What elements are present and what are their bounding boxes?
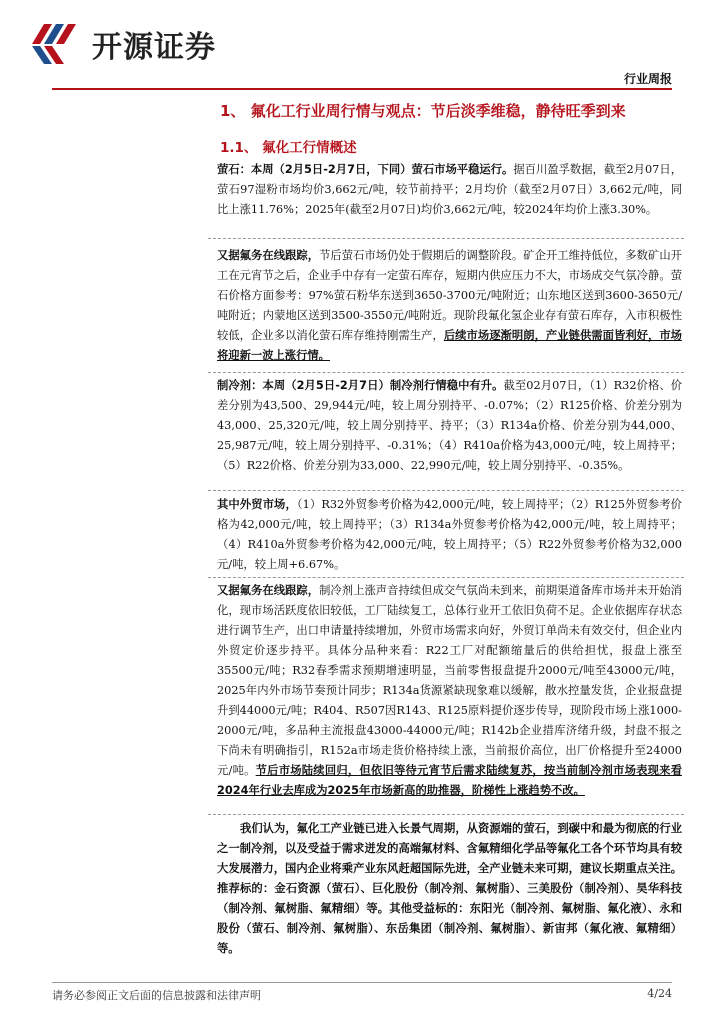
refrigerant-tracking-text: 制冷剂上涨声音持续但成交气氛尚未到来，前期渠道备库市场并未开始消化，现市场活跃度依旧较低，工厂陆续复工，总体行业开工依旧负荷不足。企业依据库存状态进行调节生产，出口申请量持续增加，外贸市场需求向好，外贸订单尚未有效交付，但企业内外贸定价逐步持平。具体分品种来看：R22工厂对配额缩量后的供给担忧，报盘上涨至35500元/吨；R32春季需求预期增速明显，当前零售报盘提升2000元/吨至43000元/吨，2025年内外市场节奏预计同步；R134a货源紧缺现象难以缓解，散水控量发货，企业报盘提升到44000元/吨；R404、R507因R143、R125原料提价逐步传导，现阶段市场上涨1000-2000元/吨，多品种主流报盘43000-44000元/吨；R142b企业措库济绪升级，封盘不报之下尚未有明确指引，R152a市场走货价格持续上涨，当前报价高位，出厂价格提升至24000元/吨。 xyxy=(217,584,682,777)
refrigerant-tracking-conclusion: 节后市场陆续回归，但依旧等待元宵节后需求陆续复苏，按当前制冷剂市场表现来看2024年行业去库成为2025年市场新高的助推器，阶梯性上涨趋势不改。 xyxy=(217,764,682,797)
header-rule xyxy=(52,88,672,90)
divider xyxy=(208,238,684,239)
logo-text: 开源证券 xyxy=(92,30,216,65)
tracking-conclusion: 后续市场逐渐明朗，产业链供需面皆利好，市场将迎新一波上涨行情。 xyxy=(217,329,682,362)
subsection-heading: 1.1、 氟化工行情概述 xyxy=(220,140,357,156)
footer-disclaimer: 请务必参阅正文后面的信息披露和法律声明 xyxy=(52,989,261,1002)
fluorite-tracking-paragraph xyxy=(217,246,682,366)
footer-rule xyxy=(52,982,672,983)
investment-view-text: 我们认为，氟化工产业链已进入长景气周期，从资源端的萤石，到碳中和最为彻底的行业之一制冷剂，以及受益于需求迸发的高端氟材料、含氟精细化学品等氟化工各个环节均具有较大发展潜力，国内企业将乘产业东风赶超国际先进，全产业链未来可期，建议长期重点关注。推荐标的：金石资源（萤石）、巨化股份（制冷剂、氟树脂）、三美股份（制冷剂）、昊华科技（制冷剂、氟树脂、氟精细）等。其他受益标的：东阳光（制冷剂、氟树脂、氟化液）、永和股份（萤石、制冷剂、氟树脂）、东岳集团（制冷剂、氟树脂）、新宙邦（氟化液、氟精细）等。 xyxy=(217,822,682,955)
divider xyxy=(208,490,684,491)
fluorite-paragraph xyxy=(217,160,682,220)
tracking-lead: 又据氟务在线跟踪， xyxy=(217,249,320,262)
fluorite-lead: 萤石：本周（2月5日-2月7日，下同）萤石市场平稳运行。 xyxy=(217,163,514,176)
divider xyxy=(208,814,684,815)
export-lead: 其中外贸市场， xyxy=(217,498,297,511)
page-number: 4/24 xyxy=(647,987,672,1000)
export-market-paragraph xyxy=(217,495,682,575)
refrigerant-lead: 制冷剂：本周（2月5日-2月7日）制冷剂行情稳中有升。 xyxy=(217,379,504,392)
fluorite-text: 据百川盈孚数据，截至2月07日，萤石97湿粉市场均价3,662元/吨，较节前持平；2月均价（截至2月07日）3,662元/吨，同比上涨11.76%；2025年(截至2月07日)均价3,662元/吨，较2024年均价上涨3.30%。 xyxy=(217,163,682,216)
export-text: （1）R32外贸参考价格为42,000元/吨，较上周持平；（2）R125外贸参考价格为42,000元/吨，较上周持平；（3）R134a外贸参考价格为42,000元/吨，较上周持平；（4）R410a外贸参考价格为42,000元/吨，较上周持平；（5）R22外贸参考价格为32,000元/吨，较上周+6.67%。 xyxy=(217,498,682,571)
logo-mark-icon xyxy=(30,20,86,66)
report-type-tag: 行业周报 xyxy=(623,72,672,86)
refrigerant-tracking-lead: 又据氟务在线跟踪， xyxy=(217,584,320,597)
tracking-text: 节后萤石市场仍处于假期后的调整阶段。矿企开工维持低位，多数矿山开工在元宵节之后，企业手中存有一定萤石库存，短期内供应压力不大，市场成交气氛冷静。萤石价格方面参考：97%萤石粉华东送到3650-3700元/吨附近；山东地区送到3600-3650元/吨附近；内蒙地区送到3500-3550元/吨附近。现阶段氟化氢企业存有萤石库存，入市积极性较低，企业多以消化萤石库存维持刚需生产， xyxy=(217,249,682,342)
investment-view-paragraph xyxy=(217,819,682,959)
divider xyxy=(208,372,684,373)
refrigerant-paragraph xyxy=(217,376,682,476)
divider xyxy=(208,577,684,578)
refrigerant-tracking-paragraph xyxy=(217,581,682,801)
brand-logo xyxy=(30,18,280,68)
refrigerant-text: 截至02月07日，（1）R32价格、价差分别为43,500、29,944元/吨，较上周分别持平、-0.07%；（2）R125价格、价差分别为43,000、25,320元/吨，较上周分别持平、持平；（3）R134a价格、价差分别为44,000、25,987元/吨，较上周分别持平、-0.31%；（4）R410a价格为43,000元/吨，较上周持平；（5）R22价格、价差分别为33,000、22,990元/吨，较上周分别持平、-0.35%。 xyxy=(217,379,682,472)
section-heading: 1、 氟化工行业周行情与观点：节后淡季维稳，静待旺季到来 xyxy=(220,102,626,120)
